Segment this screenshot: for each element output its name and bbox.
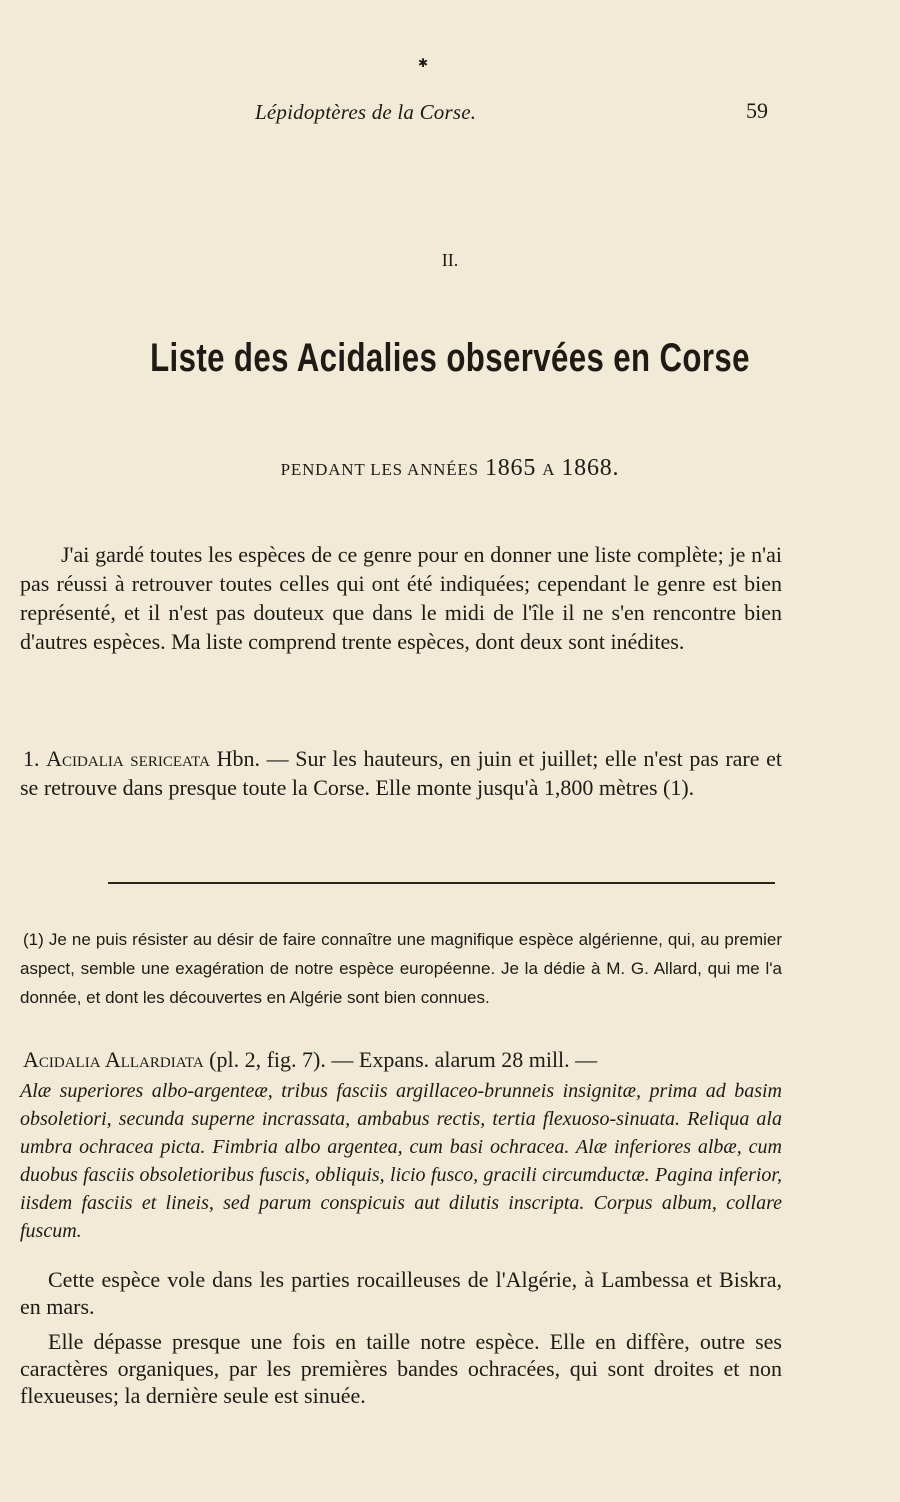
species-name: Acidalia sericeata [46, 746, 210, 771]
subtitle-connector: A [542, 460, 556, 479]
latin-description: Alæ superiores albo-argenteæ, tribus fasciis argillaceo-brunneis insignitæ, prima ad basim obsoletiori, secunda superne incrassata, ambabus rectis, tertia flexuoso-sinuata. Reliqua ala umbra ochracea picta. Fimbria albo argentea, cum basi ochracea. Alæ inferiores albæ, cum duobus fasciis obsoletioribus fuscis, obliquis, licio fusco, gracili circumductæ. Pagina inferior, iisdem fasciis et lineis, sed parum conspicuis aut dilutis inscripta. Corpus album, collare fuscum. [20, 1080, 782, 1242]
paragraph-comparison: Elle dépasse presque une fois en taille notre espèce. Elle en diffère, outre ses caractères organiques, par les premières bandes ochracées, qui sont droites et non flexueuses; la dernière seule est sinuée. [20, 1329, 782, 1408]
footnote-rule [108, 882, 775, 884]
entry-number: 1. [23, 746, 40, 771]
paragraph-habitat: Cette espèce vole dans les parties rocailleuses de l'Algérie, à Lambessa et Biskra, en mars. [20, 1267, 782, 1319]
intro-paragraph: J'ai gardé toutes les espèces de ce genre pour en donner une liste complète; je n'ai pas réussi à retrouver toutes celles qui ont été indiquées; cependant le genre est bien représenté, et il n'est pas douteux que dans le midi de l'île il ne s'en rencontre bien d'autres espèces. Ma liste comprend trente espèces, dont deux sont inédites. [20, 542, 782, 654]
species-entry-1 [20, 744, 782, 802]
page-number: 59 [746, 98, 768, 123]
footnote: (1) Je ne puis résister au désir de faire connaître une magnifique espèce algérienne, qui, au premier aspect, semble une exagération de notre espèce européenne. Je la dédie à M. G. Allard, qui me l'a donnée, et dont les découvertes en Algérie sont bien connues. [20, 930, 782, 1007]
species-name: Acidalia Allardiata [23, 1047, 204, 1072]
entry-text: — Sur les hauteurs, en juin et juillet; elle n'est pas rare et se retrouve dans presque toute la Corse. Elle monte jusqu'à 1,800 mètres (1). [20, 746, 783, 800]
species-reference: (pl. 2, fig. 7). — Expans. alarum 28 mill. — [209, 1047, 598, 1072]
page-title: Liste des Acidalies observées en Corse [150, 336, 750, 380]
subtitle [0, 455, 900, 482]
species-author: Hbn. [216, 746, 260, 771]
subtitle-year-end: 1868. [561, 455, 620, 481]
species-entry-2-heading [20, 1045, 782, 1074]
print-mark: ✱ [418, 56, 429, 70]
subtitle-words: PENDANT LES ANNÉES [280, 460, 479, 479]
subtitle-year-start: 1865 [484, 455, 537, 481]
running-head: Lépidoptères de la Corse. [255, 100, 477, 124]
section-number: II. [441, 250, 459, 270]
